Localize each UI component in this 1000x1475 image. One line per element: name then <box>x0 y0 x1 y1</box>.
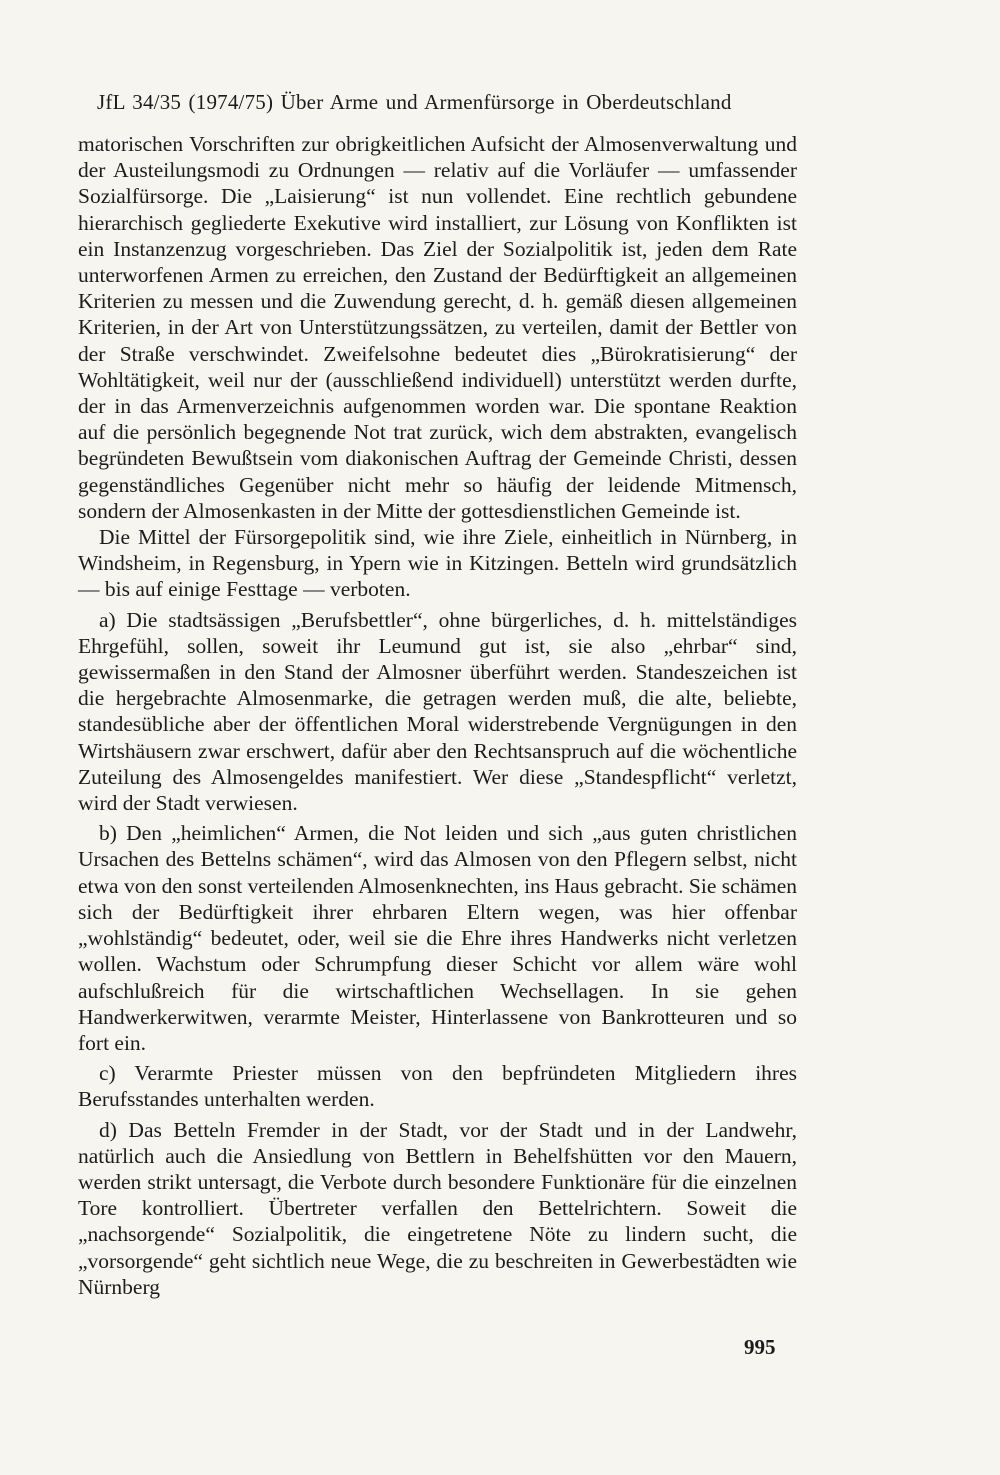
paragraph-item-a: a) Die stadtsässigen „Berufsbettler“, ohne bürgerliches, d. h. mittelständiges Ehrgefühl, sollen, soweit ihr Leumund gut ist, sie also „ehrbar“ sind, gewissermaßen in den Stand der Almosner überführt werden. Standeszeichen ist die hergebrachte Almosenmarke, die getragen werden muß, die alte, beliebte, standesübliche aber der öffentlichen Moral widerstrebende Vergnügungen in den Wirtshäusern zwar erschwert, dafür aber den Rechtsanspruch auf die wöchentliche Zuteilung des Almosengeldes manifestiert. Wer diese „Standespflicht“ verletzt, wird der Stadt verwiesen. <box>78 607 797 816</box>
running-header: JfL 34/35 (1974/75) Über Arme und Armenfürsorge in Oberdeutschland <box>97 90 732 114</box>
page-number: 995 <box>744 1335 776 1359</box>
paragraph-item-b: b) Den „heimlichen“ Armen, die Not leiden und sich „aus guten christlichen Ursachen des Bettelns schämen“, wird das Almosen von den Pflegern selbst, nicht etwa von den sonst verteilenden Almosenknechten, ins Haus gebracht. Sie schämen sich der Bedürftigkeit ihrer ehrbaren Eltern wegen, was hier offenbar „wohlständig“ bedeutet, oder, weil sie die Ehre ihres Handwerks nicht verletzen wollen. Wachstum oder Schrumpfung dieser Schicht vor allem wäre wohl aufschlußreich für die wirtschaftlichen Wechsellagen. In sie gehen Handwerkerwitwen, verarmte Meister, Hinterlassene von Bankrotteuren und so fort ein. <box>78 821 797 1055</box>
paragraph-item-c: c) Verarmte Priester müssen von den bepfründeten Mitgliedern ihres Berufsstandes unterhalten werden. <box>78 1061 797 1112</box>
paragraph-item-d: d) Das Betteln Fremder in der Stadt, vor der Stadt und in der Landwehr, natürlich auch die Ansiedlung von Bettlern in Behelfshütten vor den Mauern, werden strikt untersagt, die Verbote durch besondere Funktionäre für die einzelnen Tore kontrolliert. Übertreter verfallen den Bettelrichtern. Soweit die „nachsorgende“ Sozialpolitik, die eingetretene Nöte zu lindern sucht, die „vorsorgende“ geht sichtlich neue Wege, die zu beschreiten in Gewerbestädten wie Nürnberg <box>78 1117 797 1299</box>
paragraph-continuation: matorischen Vorschriften zur obrigkeitlichen Aufsicht der Almosenverwaltung und der Austeilungsmodi zu Ordnungen — relativ auf die Vorläufer — umfassender Sozialfürsorge. Die „Laisierung“ ist nun vollendet. Eine rechtlich gebundene hierarchisch gegliederte Exekutive wird installiert, zur Lösung von Konflikten ist ein Instanzenzug vorgeschrieben. Das Ziel der Sozialpolitik ist, jeden dem Rate unterworfenen Armen zu erreichen, den Zustand der Bedürftigkeit an allgemeinen Kriterien zu messen und die Zuwendung gerecht, d. h. gemäß diesen allgemeinen Kriterien, in der Art von Unterstützungssätzen, zu verteilen, damit der Bettler von der Straße verschwindet. Zweifelsohne bedeutet dies „Bürokratisierung“ der Wohltätigkeit, weil nur der (ausschließend individuell) unterstützt werden durfte, der in das Armenverzeichnis aufgenommen worden war. Die spontane Reaktion auf die persönlich begegnende Not trat zurück, wich dem abstrakten, evangelisch begründeten Bewußtsein vom diakonischen Auftrag der Gemeinde Christi, dessen gegenständliches Gegenüber nicht mehr so häufig der leidende Mitmensch, sondern der Almosenkasten in der Mitte der gottesdienstlichen Gemeinde ist. <box>78 132 797 523</box>
paragraph-mittel: Die Mittel der Fürsorgepolitik sind, wie ihre Ziele, einheitlich in Nürnberg, in Windsheim, in Regensburg, in Ypern wie in Kitzingen. Betteln wird grundsätzlich — bis auf einige Festtage — verboten. <box>78 525 797 602</box>
body-text <box>78 131 797 1300</box>
